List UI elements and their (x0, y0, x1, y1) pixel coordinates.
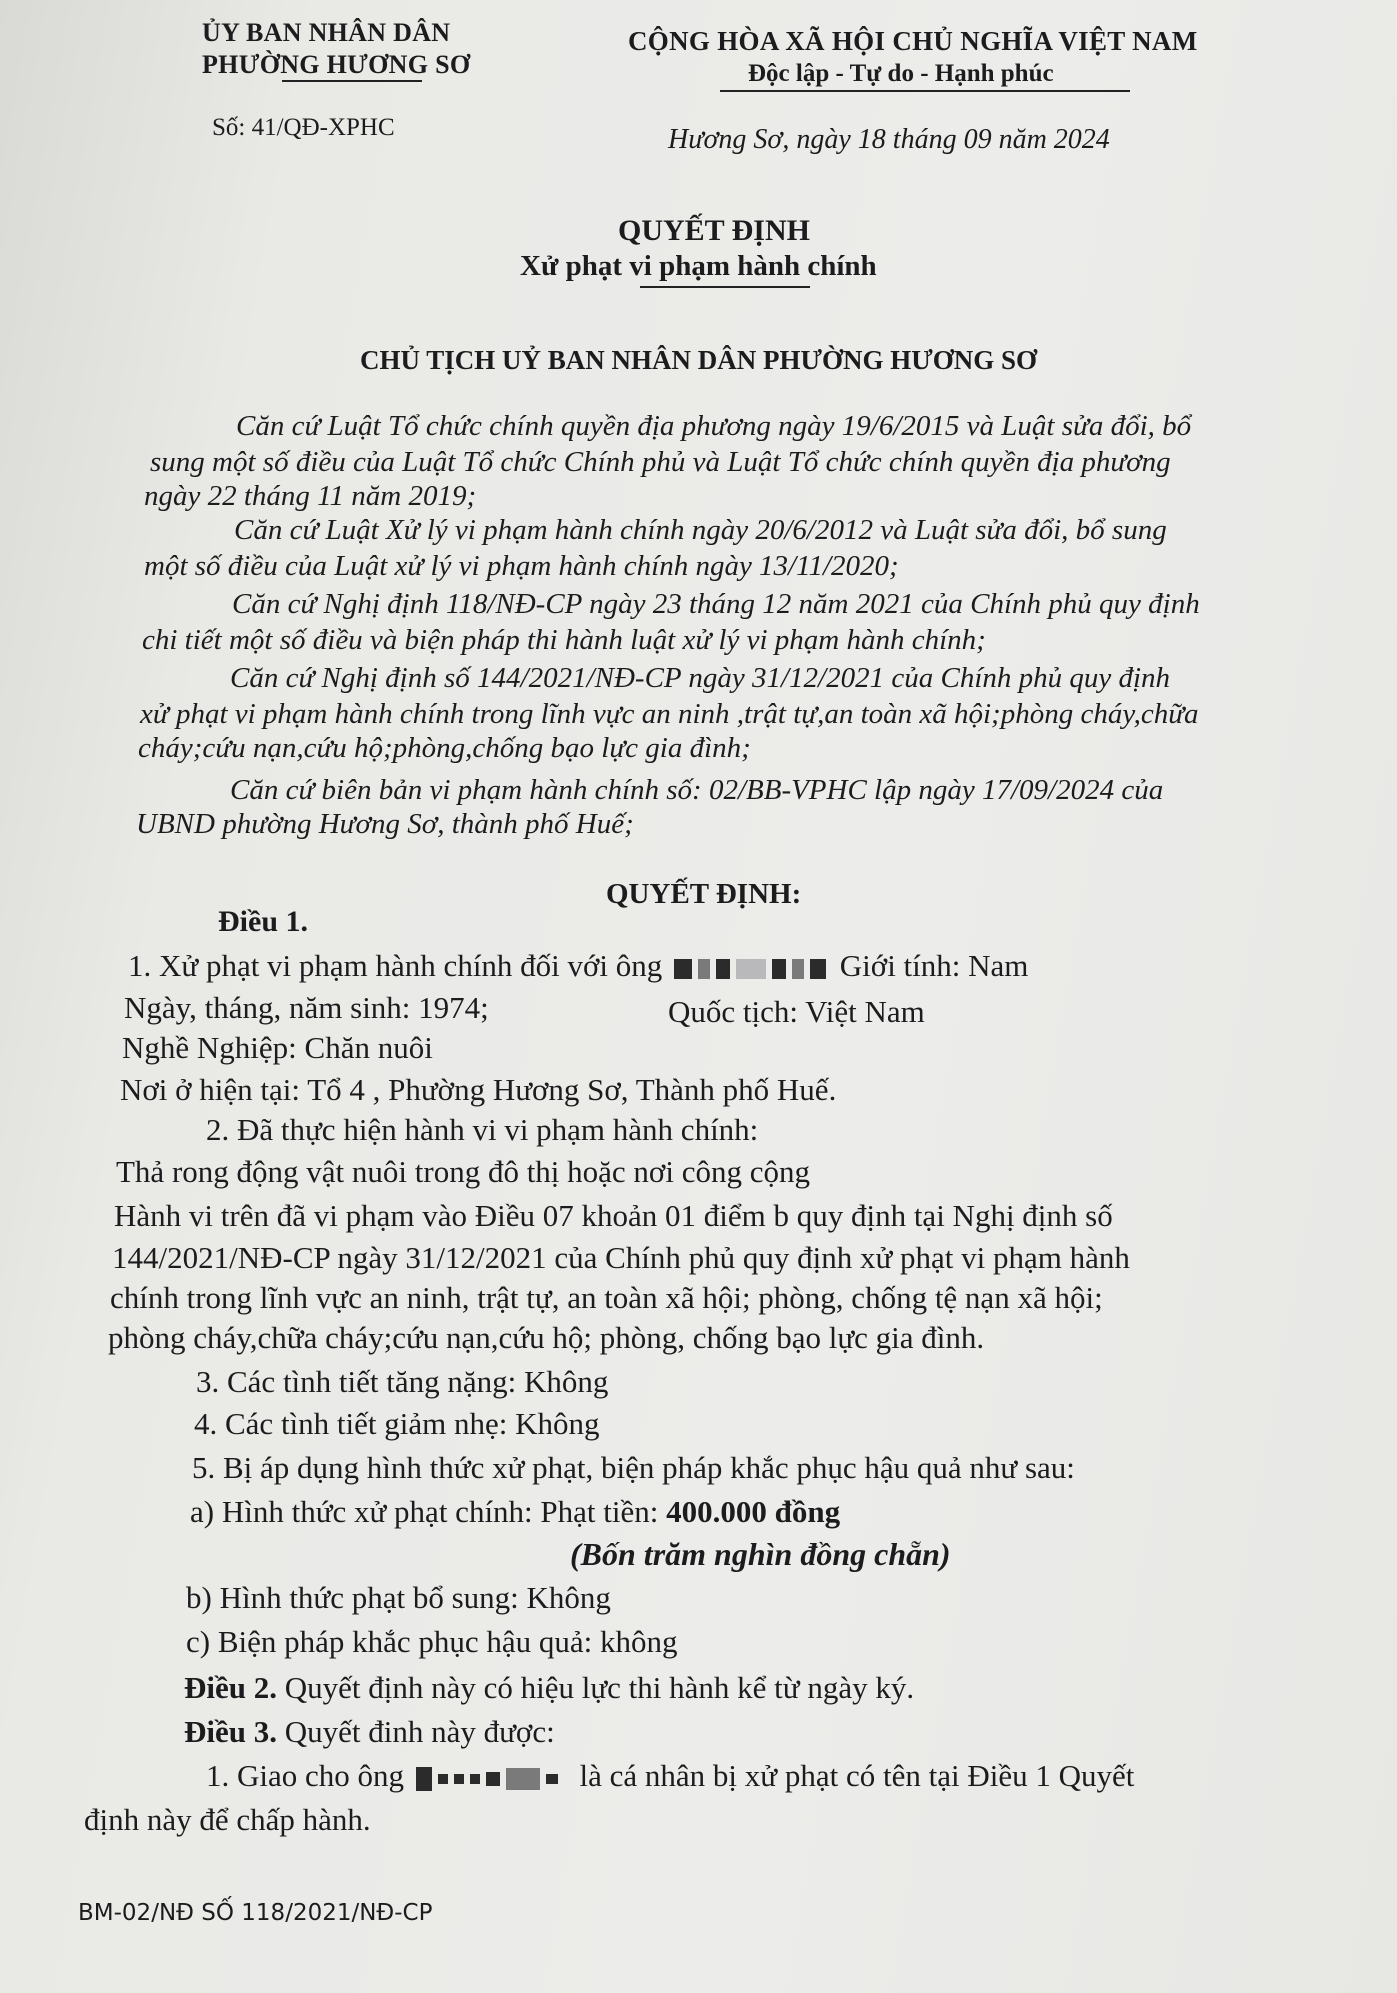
form-code: BM-02/NĐ SỐ 118/2021/NĐ-CP (78, 1900, 433, 1926)
remedial-measures: c) Biện pháp khắc phục hậu quả: không (186, 1624, 678, 1659)
article1-item3: 3. Các tình tiết tăng nặng: Không (196, 1364, 609, 1399)
gender: Giới tính: Nam (839, 948, 1029, 983)
article3-item1-suffix: là cá nhân bị xử phạt có tên tại Điều 1 Quyết (579, 1758, 1135, 1793)
basis-line: Căn cứ Nghị định số 144/2021/NĐ-CP ngày 31/12/2021 của Chính phủ quy định (230, 662, 1171, 694)
violation-line: 144/2021/NĐ-CP ngày 31/12/2021 của Chính phủ quy định xử phạt vi phạm hành (112, 1240, 1130, 1275)
basis-line: Căn cứ Nghị định 118/NĐ-CP ngày 23 tháng 12 năm 2021 của Chính phủ quy định (232, 588, 1200, 620)
current-residence: Nơi ở hiện tại: Tổ 4 , Phường Hương Sơ, Thành phố Huế. (120, 1072, 837, 1107)
document-subtitle: Xử phạt vi phạm hành chính (520, 250, 877, 282)
article3 (184, 1714, 555, 1750)
fine-amount-in-words: (Bốn trăm nghìn đồng chẵn) (570, 1536, 951, 1572)
article2-text: Quyết định này có hiệu lực thi hành kể từ ngày ký. (277, 1670, 915, 1705)
basis-line: Căn cứ Luật Tổ chức chính quyền địa phương ngày 19/6/2015 và Luật sửa đổi, bổ (236, 410, 1192, 442)
redacted-name (674, 948, 832, 984)
article2 (184, 1670, 914, 1706)
org-name-line1: ỦY BAN NHÂN DÂN (202, 18, 451, 47)
basis-line: Căn cứ Luật Xử lý vi phạm hành chính ngày 20/6/2012 và Luật sửa đổi, bổ sung (234, 514, 1167, 546)
article3-item1 (206, 1758, 1134, 1794)
basis-line: cháy;cứu nạn,cứu hộ;phòng,chống bạo lực gia đình; (138, 732, 751, 764)
basis-line: chi tiết một số điều và biện pháp thi hành luật xử lý vi phạm hành chính; (142, 624, 986, 656)
occupation: Nghề Nghiệp: Chăn nuôi (122, 1030, 433, 1065)
article3-item1-line2: định này để chấp hành. (84, 1802, 371, 1837)
date-of-birth: Ngày, tháng, năm sinh: 1974; (124, 990, 489, 1025)
article1-item1-text: 1. Xử phạt vi phạm hành chính đối với ông (128, 948, 663, 983)
basis-line: Căn cứ biên bản vi phạm hành chính số: 02/BB-VPHC lập ngày 17/09/2024 của (230, 774, 1164, 806)
org-underline (282, 80, 422, 82)
basis-line: sung một số điều của Luật Tổ chức Chính phủ và Luật Tổ chức chính quyền địa phương (150, 446, 1171, 478)
decision-heading: QUYẾT ĐỊNH: (606, 878, 802, 910)
fine-amount: 400.000 đồng (666, 1494, 841, 1529)
violation-act: Thả rong động vật nuôi trong đô thị hoặc nơi công cộng (116, 1154, 810, 1189)
article1-item5: 5. Bị áp dụng hình thức xử phạt, biện pháp khắc phục hậu quả như sau: (192, 1450, 1075, 1485)
basis-line: ngày 22 tháng 11 năm 2019; (144, 480, 477, 512)
org-name-line2: PHƯỜNG HƯƠNG SƠ (202, 50, 471, 79)
document-number: Số: 41/QĐ-XPHC (212, 114, 395, 141)
country-name: CỘNG HÒA XÃ HỘI CHỦ NGHĨA VIỆT NAM (628, 26, 1198, 56)
violation-line: phòng cháy,chữa cháy;cứu nạn,cứu hộ; phòng, chống bạo lực gia đình. (108, 1320, 985, 1355)
main-penalty-text: a) Hình thức xử phạt chính: Phạt tiền: (190, 1494, 667, 1529)
article3-item1-text: 1. Giao cho ông (206, 1758, 405, 1793)
issuing-authority: CHỦ TỊCH UỶ BAN NHÂN DÂN PHƯỜNG HƯƠNG SƠ (360, 345, 1038, 375)
motto-underline (720, 90, 1130, 92)
violation-line: Hành vi trên đã vi phạm vào Điều 07 khoản 01 điểm b quy định tại Nghị định số (114, 1198, 1113, 1233)
basis-line: UBND phường Hương Sơ, thành phố Huế; (136, 808, 634, 840)
article3-heading: Điều 3. (184, 1714, 277, 1749)
motto: Độc lập - Tự do - Hạnh phúc (748, 60, 1054, 87)
article3-text: Quyết đinh này được: (277, 1714, 555, 1749)
article2-heading: Điều 2. (184, 1670, 277, 1705)
article1-item4: 4. Các tình tiết giảm nhẹ: Không (194, 1406, 600, 1441)
basis-line: xử phạt vi phạm hành chính trong lĩnh vực an ninh ,trật tự,an toàn xã hội;phòng cháy,chữa (140, 698, 1199, 730)
article1-item2: 2. Đã thực hiện hành vi vi phạm hành chính: (206, 1112, 759, 1147)
additional-penalty: b) Hình thức phạt bổ sung: Không (186, 1580, 611, 1615)
redacted-name (416, 1758, 564, 1794)
article1-heading: Điều 1. (218, 905, 308, 938)
basis-line: một số điều của Luật xử lý vi phạm hành chính ngày 13/11/2020; (144, 550, 899, 582)
nationality: Quốc tịch: Việt Nam (668, 994, 925, 1029)
violation-line: chính trong lĩnh vực an ninh, trật tự, an toàn xã hội; phòng, chống tệ nạn xã hội; (110, 1280, 1103, 1315)
document-title: QUYẾT ĐỊNH (618, 214, 810, 247)
issue-date: Hương Sơ, ngày 18 tháng 09 năm 2024 (668, 124, 1110, 155)
main-penalty (190, 1494, 840, 1530)
article1-penalised-person-line (128, 948, 1028, 984)
subtitle-underline (640, 286, 810, 288)
